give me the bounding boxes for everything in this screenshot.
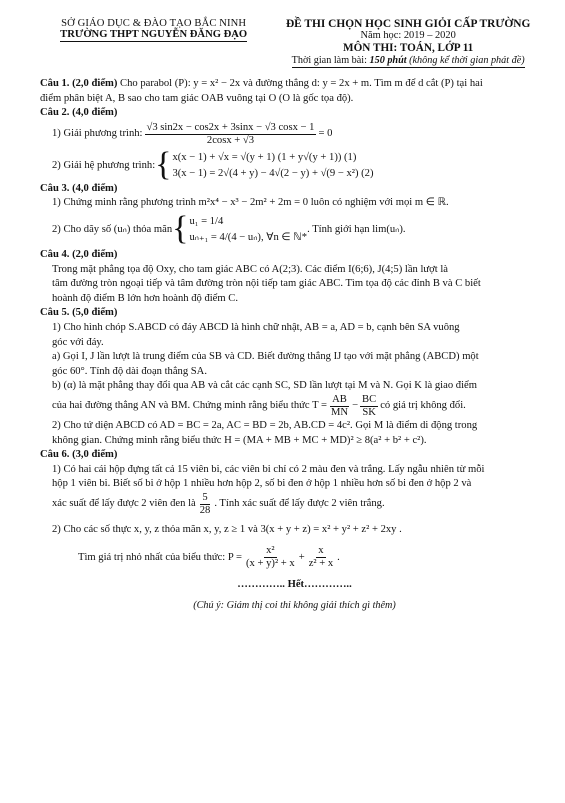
q3-part-1: 1) Chứng minh rằng phương trình m²x⁴ − x³ − 2m² + 2m = 0 luôn có nghiệm với mọi m ∈ ℝ.	[52, 197, 449, 209]
q3-un: uₙ₊₁ = 4/(4 − uₙ), ∀n ∈ ℕ*	[189, 231, 308, 243]
q5-line-2: góc với đáy.	[52, 336, 104, 348]
q3-u1: u₁ = 1/4	[189, 215, 224, 227]
exam-title: ĐỀ THI CHỌN HỌC SINH GIỎI CẤP TRƯỜNG	[285, 18, 531, 30]
end-marker: ………….. Hết…………..	[237, 579, 352, 591]
question-2-label: Câu 2. (4,0 điểm)	[40, 107, 118, 119]
q2-eq-2: 3(x − 1) = 2√(4 + y) − 4√(2 − y) + √(9 − x²) (2)	[172, 167, 374, 179]
q6-fraction-5-28: $\frac{5}{28}$	[199, 491, 211, 516]
q4-line-2: tâm đường tròn ngoại tiếp và tâm đường tròn nội tiếp tam giác ABC. Tìm tọa độ các đỉnh B và C biết	[52, 278, 481, 290]
q6-line-5: Tìm giá trị nhỏ nhất của biểu thức: P = $\frac{\text{x²}}{\text{(x + y)² + x}}$ + $\frac{x}{\text{z² + x}}$ .	[78, 545, 340, 570]
q6-line-3: xác suất để lấy được 2 viên đen là $\frac{5}{28}$ . Tính xác suất để lấy được 2 viên trắng.	[52, 491, 385, 516]
question-1-text-a: Cho parabol (P): y = x² − 2x và đường thẳng d: y = 2x + m. Tìm m để d cắt (P) tại hai	[117, 78, 483, 89]
question-2-part-1	[40, 122, 549, 147]
question-3-label: Câu 3. (4,0 điểm)	[40, 182, 118, 194]
school-name: TRƯỜNG THPT NGUYỄN ĐĂNG ĐẠO	[60, 29, 248, 40]
q5-line-6: của hai đường thẳng AN và BM. Chứng minh rằng biểu thức T = $\frac{AB}{MN}$ − $\frac{BC}{SK}$ có giá trị không đổi.	[52, 393, 466, 418]
q6-line-4: 2) Cho các số thực x, y, z thỏa mãn x, y, z ≥ 1 và 3(x + y + z) = x² + y² + z² + 2xy .	[52, 523, 402, 535]
q6-fraction-p1: $\frac{\text{x²}}{\text{(x + y)² + x}}$	[246, 545, 295, 570]
q2-p1-fraction	[145, 122, 317, 147]
q6-fraction-p2: $\frac{x}{\text{z² + x}}$	[308, 545, 334, 570]
q5-line-8: không gian. Chứng minh rằng biểu thức H = (MA + MB + MC + MD)² ≥ 8(a² + b² + c²).	[52, 434, 427, 446]
question-5-label: Câu 5. (5,0 điểm)	[40, 307, 118, 319]
q4-line-1: Trong mặt phẳng tọa độ Oxy, cho tam giác ABC có A(2;3). Các điểm I(6;6), J(4;5) lần lượt là	[52, 263, 448, 275]
header-left	[40, 18, 267, 68]
q2-p1-rhs: = 0	[318, 128, 333, 140]
q3-part-2	[40, 209, 549, 247]
question-1	[40, 77, 549, 92]
q6-line-2: hộp 1 viên bi. Biết số bi ở hộp 1 nhiều hơn hộp 2, số bi đen ở hộp 1 nhiều hơn số bi đen ở hộp 2 và	[52, 478, 472, 490]
question-6-label: Câu 6. (3,0 điểm)	[40, 449, 118, 461]
q5-line-4: góc 60°. Tính độ dài đoạn thẳng SA.	[52, 365, 207, 377]
q5-line-3: a) Gọi I, J lần lượt là trung điểm của SB và CD. Biết đường thẳng IJ tạo với mặt phẳng (ABCD) một	[52, 351, 479, 363]
q2-p1-denominator: 2cosx + √3	[206, 134, 255, 146]
left-brace-icon: {	[155, 145, 172, 183]
exam-time: Thời gian làm bài: 150 phút (không kể thời gian phát đề)	[291, 55, 525, 66]
exam-header	[40, 18, 549, 68]
department-name: SỞ GIÁO DỤC & ĐÀO TẠO BẮC NINH	[61, 18, 247, 29]
q2-system	[155, 145, 374, 183]
q2-eq-1: x(x − 1) + √x = √(y + 1) (1 + y√(y + 1)) (1)	[172, 151, 357, 163]
question-2-part-2	[40, 145, 549, 183]
question-1-text-b: điểm phân biệt A, B sao cho tam giác OAB vuông tại O (O là gốc tọa độ).	[40, 92, 354, 104]
school-year: Năm học: 2019 – 2020	[360, 30, 456, 41]
question-4-label: Câu 4. (2,0 điểm)	[40, 248, 118, 260]
question-1-label: Câu 1. (2,0 điểm)	[40, 78, 118, 89]
q5-fraction-bc-sk: $\frac{BC}{SK}$	[362, 393, 377, 418]
q3-p2-prefix: 2) Cho dãy số (uₙ) thỏa mãn	[52, 223, 173, 235]
q2-p1-numerator: √3 sin2x − cos2x + 3sinx − √3 cosx − 1	[146, 121, 315, 133]
q2-p2-prefix: 2) Giải hệ phương trình:	[52, 159, 156, 171]
q5-line-1: 1) Cho hình chóp S.ABCD có đáy ABCD là hình chữ nhật, AB = a, AD = b, cạnh bên SA vuông	[52, 321, 460, 333]
exam-subject: MÔN THI: TOÁN, LỚP 11	[343, 42, 474, 54]
q2-p1-prefix: 1) Giải phương trình:	[52, 128, 143, 140]
header-right	[267, 18, 549, 68]
q4-line-3: hoành độ điểm B lớn hơn hoành độ điểm C.	[52, 292, 238, 304]
left-brace-icon: {	[172, 209, 189, 247]
q5-line-5: b) (α) là mặt phẳng thay đổi qua AB và cắt các cạnh SC, SD lần lượt tại M và N. Gọi K là giao điểm	[52, 380, 477, 392]
q6-line-1: 1) Có hai cái hộp đựng tất cả 15 viên bi, các viên bi chỉ có 2 màu đen và trắng. Lấy ngẫu nhiên từ mỗi	[52, 463, 485, 475]
q5-fraction-ab-mn: $\frac{AB}{MN}$	[330, 393, 349, 418]
q3-sequence-system	[172, 209, 308, 247]
q3-p2-suffix: . Tính giới hạn lim(uₙ).	[307, 223, 406, 235]
q5-line-7: 2) Cho tứ diện ABCD có AD = BC = 2a, AC = BD = 2b, AB.CD = 4c². Gọi M là điểm di động trong	[52, 419, 478, 431]
proctor-note: (Chú ý: Giám thị coi thi không giải thích gì thêm)	[193, 600, 396, 612]
